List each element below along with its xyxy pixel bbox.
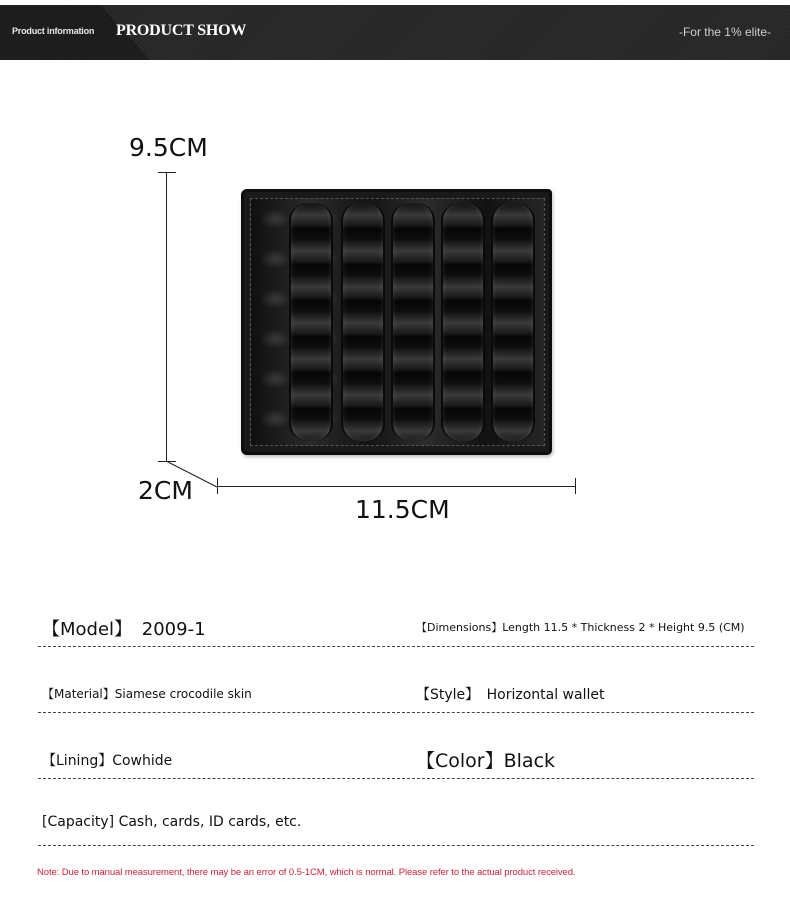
spec-style-label: 【Style】 <box>416 687 480 703</box>
measurement-note: Note: Due to manual measurement, there may be an error of 0.5-1CM, which is normal. Please refer to the actual product received. <box>37 867 576 878</box>
spec-capacity-value: Cash, cards, ID cards, etc. <box>118 814 302 830</box>
spec-style-value: Horizontal wallet <box>486 687 605 703</box>
spec-material <box>42 685 252 702</box>
spec-material-value: Siamese crocodile skin <box>114 687 252 701</box>
scale-column <box>341 203 385 441</box>
length-label: 11.5CM <box>355 495 450 524</box>
spec-model <box>42 615 206 641</box>
spec-lining <box>42 750 172 770</box>
wallet-texture <box>250 198 545 446</box>
height-tick-top <box>158 172 176 173</box>
divider <box>38 646 754 647</box>
height-label: 9.5CM <box>129 133 208 162</box>
banner-title: PRODUCT SHOW <box>116 22 247 39</box>
scale-column <box>491 203 535 441</box>
spec-dimensions-label: 【Dimensions】 <box>416 621 503 634</box>
spec-lining-label: 【Lining】 <box>42 753 113 769</box>
scale-column <box>289 203 333 441</box>
divider <box>38 712 754 713</box>
spec-material-label: 【Material】 <box>42 687 115 701</box>
length-tick-right <box>575 478 576 494</box>
divider <box>38 845 754 846</box>
header-banner <box>0 5 790 60</box>
spec-capacity <box>42 814 301 830</box>
spec-lining-value: Cowhide <box>112 753 173 769</box>
scale-column <box>391 203 435 441</box>
spec-color-label: 【Color】 <box>416 750 504 772</box>
banner-subtitle: Product information <box>12 26 95 36</box>
divider <box>38 778 754 779</box>
spec-model-value: 2009-1 <box>141 619 206 640</box>
scale-column <box>441 203 485 441</box>
spec-dimensions-value: Length 11.5 * Thickness 2 * Height 9.5 (CM) <box>502 621 745 634</box>
spec-model-label: 【Model】 <box>42 619 133 640</box>
spec-dimensions <box>416 619 745 635</box>
spec-style <box>416 684 604 704</box>
banner-tagline: -For the 1% elite- <box>678 25 771 39</box>
spec-capacity-label: [Capacity] <box>42 814 115 830</box>
thickness-label: 2CM <box>138 476 193 505</box>
length-line <box>217 486 576 487</box>
spec-color <box>416 746 555 773</box>
spec-color-value: Black <box>503 750 556 772</box>
length-tick-left <box>217 478 218 494</box>
height-line <box>166 172 167 462</box>
wallet-product-image <box>241 189 552 455</box>
